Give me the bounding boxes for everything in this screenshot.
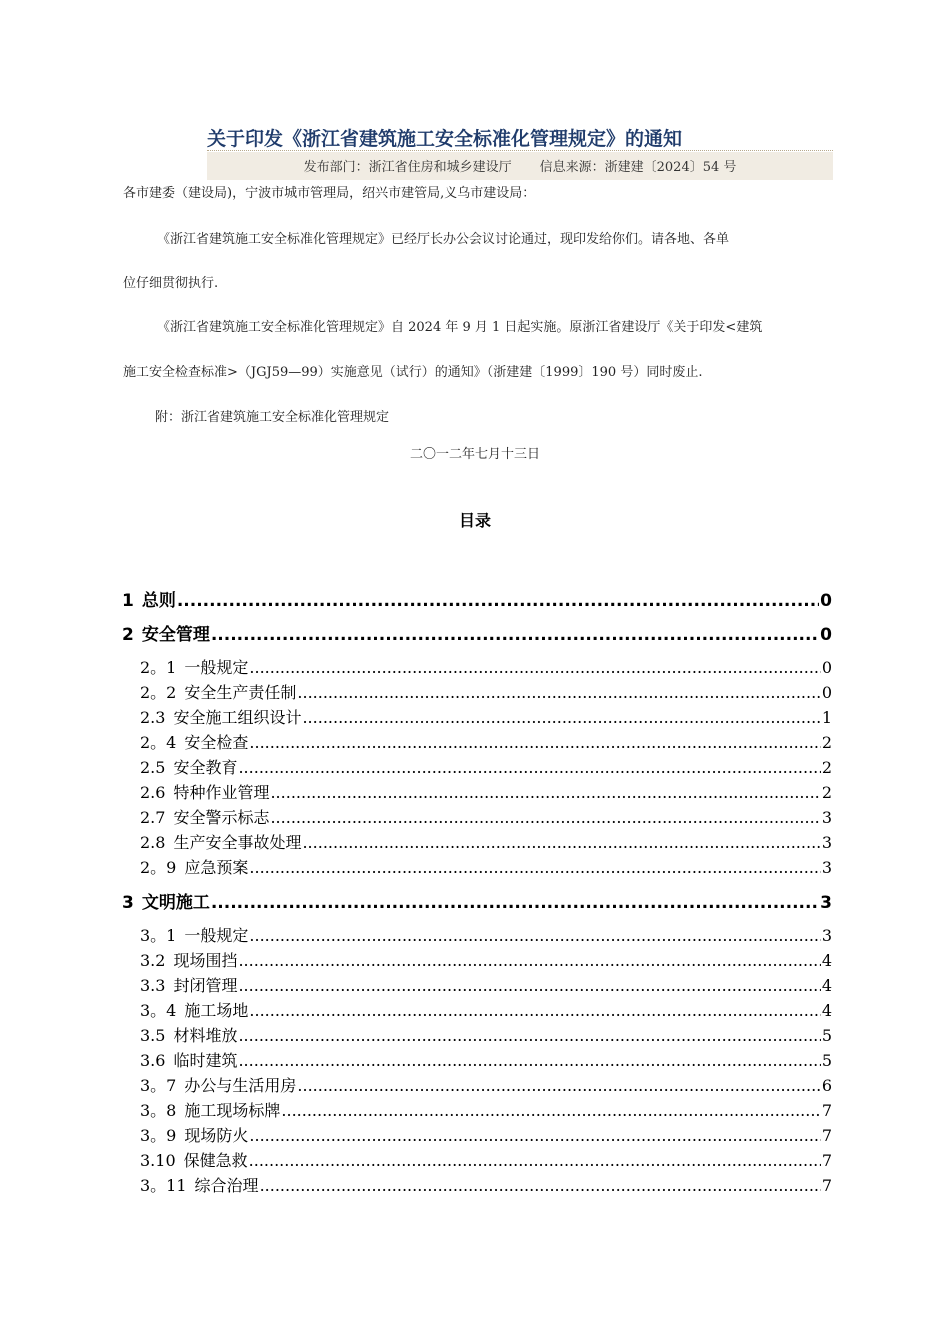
- toc-entry-label: 现场围挡: [173, 951, 238, 970]
- toc-entry-label: 总则: [141, 591, 176, 611]
- toc-entry-label: 现场防火: [184, 1126, 249, 1145]
- toc-entry-label: 生产安全事故处理: [173, 833, 302, 852]
- toc-entry-label: 一般规定: [184, 658, 249, 677]
- toc-entry-page: 2: [821, 758, 832, 777]
- toc-entry-page: 7: [821, 1151, 832, 1170]
- toc-dot-leader: [249, 858, 820, 877]
- toc-entry-number: 2.7: [140, 808, 166, 827]
- toc-dot-leader: [270, 808, 820, 827]
- toc-entry[interactable]: [140, 705, 832, 728]
- toc-entry-page: 1: [821, 708, 832, 727]
- addressee-text: 各市建委（建设局)，宁波市城市管理局，绍兴市建管局,义乌市建设局：: [123, 186, 536, 201]
- toc-entry-number: 1: [122, 591, 134, 611]
- toc-entry-number: 2.8: [140, 833, 166, 852]
- toc-entry-number: 2。2: [140, 683, 177, 702]
- toc-entry-label: 综合治理: [194, 1176, 259, 1195]
- toc-entry-label: 封闭管理: [173, 976, 238, 995]
- paragraph-2-line-2: 施工安全检查标准>（JGJ59—99）实施意见（试行）的通知》（浙建建〔1999〕190 号）同时废止.: [123, 365, 703, 380]
- toc-dot-leader: [297, 1076, 820, 1095]
- toc-entry-page: 5: [821, 1051, 832, 1070]
- toc-entry-page: 3: [821, 833, 832, 852]
- toc-dot-leader: [281, 1101, 820, 1120]
- toc-dot-leader: [211, 893, 819, 913]
- toc-entry-page: 4: [821, 976, 832, 995]
- toc-entry-page: 2: [821, 733, 832, 752]
- document-title: 关于印发《浙江省建筑施工安全标准化管理规定》的通知: [207, 128, 683, 150]
- toc-entry-label: 安全检查: [184, 733, 249, 752]
- toc-entry-page: 0: [821, 658, 832, 677]
- toc-entry[interactable]: [140, 755, 832, 778]
- toc-dot-leader: [302, 708, 820, 727]
- paragraph-1-line-2: 位仔细贯彻执行.: [123, 276, 219, 291]
- toc-entry-page: 3: [821, 808, 832, 827]
- toc-entry-label: 施工现场标牌: [184, 1101, 281, 1120]
- toc-entry-number: 2。4: [140, 733, 177, 752]
- toc-entry-label: 安全教育: [173, 758, 238, 777]
- toc-entry-page: 7: [821, 1176, 832, 1195]
- toc-entry[interactable]: [140, 1148, 832, 1171]
- toc-dot-leader: [249, 1001, 820, 1020]
- toc-entry-page: 3: [821, 926, 832, 945]
- toc-entry-label: 文明施工: [141, 893, 210, 913]
- toc-entry-label: 安全生产责任制: [184, 683, 297, 702]
- toc-dot-leader: [270, 783, 820, 802]
- toc-dot-leader: [177, 591, 819, 611]
- toc-dot-leader: [238, 1026, 820, 1045]
- toc-entry-number: 3。8: [140, 1101, 177, 1120]
- toc-dot-leader: [297, 683, 820, 702]
- toc-entry[interactable]: [122, 620, 832, 645]
- toc-entry-number: 3。11: [140, 1176, 187, 1195]
- toc-dot-leader: [249, 658, 820, 677]
- toc-entry[interactable]: [140, 730, 832, 753]
- toc-title: 目录: [458, 511, 491, 530]
- toc-dot-leader: [249, 926, 820, 945]
- toc-entry-page: 7: [821, 1126, 832, 1145]
- date-text: 二〇一二年七月十三日: [409, 447, 540, 462]
- toc-entry[interactable]: [140, 655, 832, 678]
- toc-entry-label: 施工场地: [184, 1001, 249, 1020]
- toc-entry-number: 3。9: [140, 1126, 177, 1145]
- toc-entry-number: 3。4: [140, 1001, 177, 1020]
- toc-entry-number: 2。1: [140, 658, 177, 677]
- toc-entry-page: 2: [821, 783, 832, 802]
- toc-entry-number: 3.6: [140, 1051, 166, 1070]
- toc-entry-page: 4: [821, 951, 832, 970]
- toc-dot-leader: [249, 1151, 821, 1170]
- toc-entry-number: 2.5: [140, 758, 166, 777]
- toc-entry[interactable]: [140, 1073, 832, 1096]
- toc-entry[interactable]: [140, 1123, 832, 1146]
- toc-entry[interactable]: [140, 1023, 832, 1046]
- toc-dot-leader: [238, 976, 820, 995]
- attachment-text: 附：浙江省建筑施工安全标准化管理规定: [155, 410, 390, 425]
- toc-dot-leader: [302, 833, 820, 852]
- toc-entry-label: 保健急救: [183, 1151, 248, 1170]
- toc-dot-leader: [260, 1176, 821, 1195]
- toc-entry-label: 特种作业管理: [173, 783, 270, 802]
- toc-entry-page: 4: [821, 1001, 832, 1020]
- toc-entry-label: 一般规定: [184, 926, 249, 945]
- toc-entry-label: 临时建筑: [173, 1051, 238, 1070]
- toc-entry-label: 应急预案: [184, 858, 249, 877]
- toc-entry[interactable]: [140, 830, 832, 853]
- toc-dot-leader: [238, 951, 820, 970]
- toc-entry[interactable]: [140, 923, 832, 946]
- toc-entry-page: 5: [821, 1026, 832, 1045]
- toc-entry[interactable]: [122, 586, 832, 611]
- toc-entry-page: 0: [821, 683, 832, 702]
- toc-entry[interactable]: [140, 780, 832, 803]
- source-text: 信息来源：浙建建〔2024〕54 号: [539, 160, 737, 175]
- toc-entry[interactable]: [140, 1048, 832, 1071]
- toc-dot-leader: [211, 625, 819, 645]
- toc-entry-number: 2。9: [140, 858, 177, 877]
- toc-entry-label: 安全警示标志: [173, 808, 270, 827]
- title-divider: [207, 150, 833, 151]
- toc-dot-leader: [238, 758, 820, 777]
- toc-entry-number: 2.3: [140, 708, 166, 727]
- toc-entry-number: 3: [122, 893, 134, 913]
- toc-entry[interactable]: [140, 855, 832, 878]
- publisher-text: 发布部门：浙江省住房和城乡建设厅: [303, 160, 512, 175]
- toc-entry-label: 材料堆放: [173, 1026, 238, 1045]
- toc-entry[interactable]: [140, 998, 832, 1021]
- toc-entry-number: 2.6: [140, 783, 166, 802]
- paragraph-2-line-1: 《浙江省建筑施工安全标准化管理规定》自 2024 年 9 月 1 日起实施。原浙江省建设厅《关于印发<建筑: [157, 320, 763, 335]
- toc-entry-number: 2: [122, 625, 134, 645]
- toc-dot-leader: [249, 733, 820, 752]
- toc-entry-number: 3.10: [140, 1151, 176, 1170]
- toc-entry-page: 0: [820, 625, 832, 645]
- toc-dot-leader: [249, 1126, 820, 1145]
- toc-entry[interactable]: [122, 888, 832, 913]
- toc-entry-label: 办公与生活用房: [184, 1076, 297, 1095]
- toc-entry-number: 3.2: [140, 951, 166, 970]
- paragraph-1-line-1: 《浙江省建筑施工安全标准化管理规定》已经厅长办公会议讨论通过，现印发给你们。请各地、各单: [157, 232, 730, 247]
- toc-entry-page: 3: [821, 858, 832, 877]
- meta-bar: [207, 152, 833, 180]
- toc-entry[interactable]: [140, 680, 832, 703]
- toc-entry-page: 6: [821, 1076, 832, 1095]
- toc-entry-number: 3.5: [140, 1026, 166, 1045]
- toc-entry-number: 3。7: [140, 1076, 177, 1095]
- toc-entry[interactable]: [140, 805, 832, 828]
- toc-entry-page: 3: [820, 893, 832, 913]
- toc-entry-label: 安全施工组织设计: [173, 708, 302, 727]
- toc-entry[interactable]: [140, 1173, 832, 1196]
- toc-dot-leader: [238, 1051, 820, 1070]
- toc-entry-page: 7: [821, 1101, 832, 1120]
- toc-entry-label: 安全管理: [141, 625, 210, 645]
- toc-entry[interactable]: [140, 973, 832, 996]
- toc-entry-number: 3。1: [140, 926, 177, 945]
- toc-entry-page: 0: [820, 591, 832, 611]
- toc-entry-number: 3.3: [140, 976, 166, 995]
- toc-entry[interactable]: [140, 1098, 832, 1121]
- toc-entry[interactable]: [140, 948, 832, 971]
